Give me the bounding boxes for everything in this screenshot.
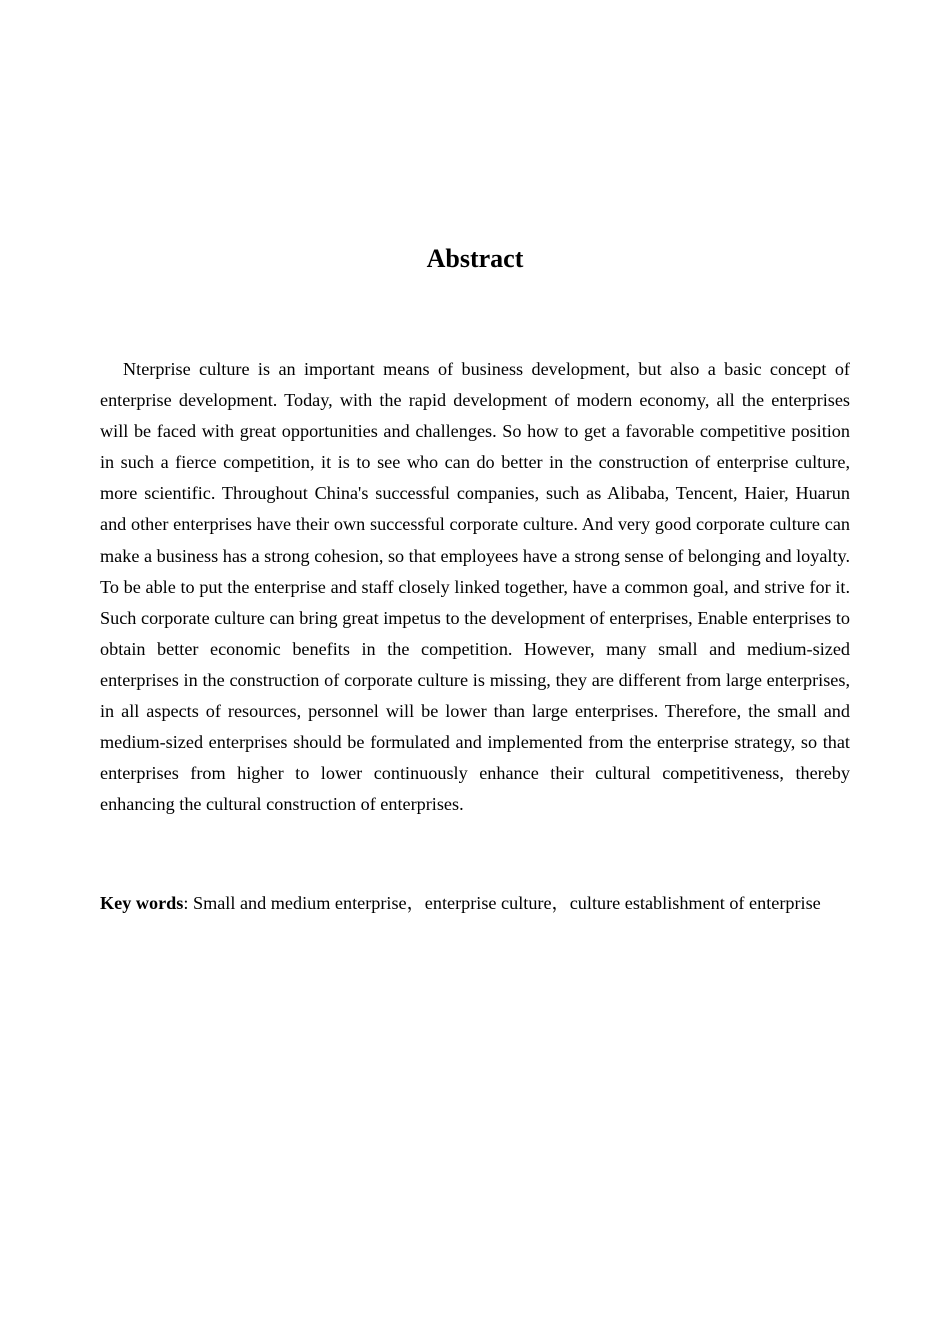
page-title: Abstract [426,244,524,273]
keywords-line [100,888,860,919]
keywords-text: : Small and medium enterprise，enterprise culture，culture establishment of enterprise [183,893,821,913]
abstract-paragraph: Nterprise culture is an important means of business development, but also a basic concept of enterprise development. Today, with the rapid development of modern economy, all the enterprises will be faced with great opportunities and challenges. So how to get a favorable competitive position in such a fierce competition, it is to see who can do better in the construction of enterprise culture, more scientific. Throughout China's successful companies, such as Alibaba, Tencent, Haier, Huarun and other enterprises have their own successful corporate culture. And very good corporate culture can make a business has a strong cohesion, so that employees have a strong sense of belonging and loyalty. To be able to put the enterprise and staff closely linked together, have a common goal, and strive for it. Such corporate culture can bring great impetus to the development of enterprises, Enable enterprises to obtain better economic benefits in the competition. However, many small and medium-sized enterprises in the construction of corporate culture is missing, they are different from large enterprises, in all aspects of resources, personnel will be lower than large enterprises. Therefore, the small and medium-sized enterprises should be formulated and implemented from the enterprise strategy, so that enterprises from higher to lower continuously enhance their cultural competitiveness, thereby enhancing the cultural construction of enterprises. [100,359,850,815]
keywords-label: Key words [100,893,184,913]
